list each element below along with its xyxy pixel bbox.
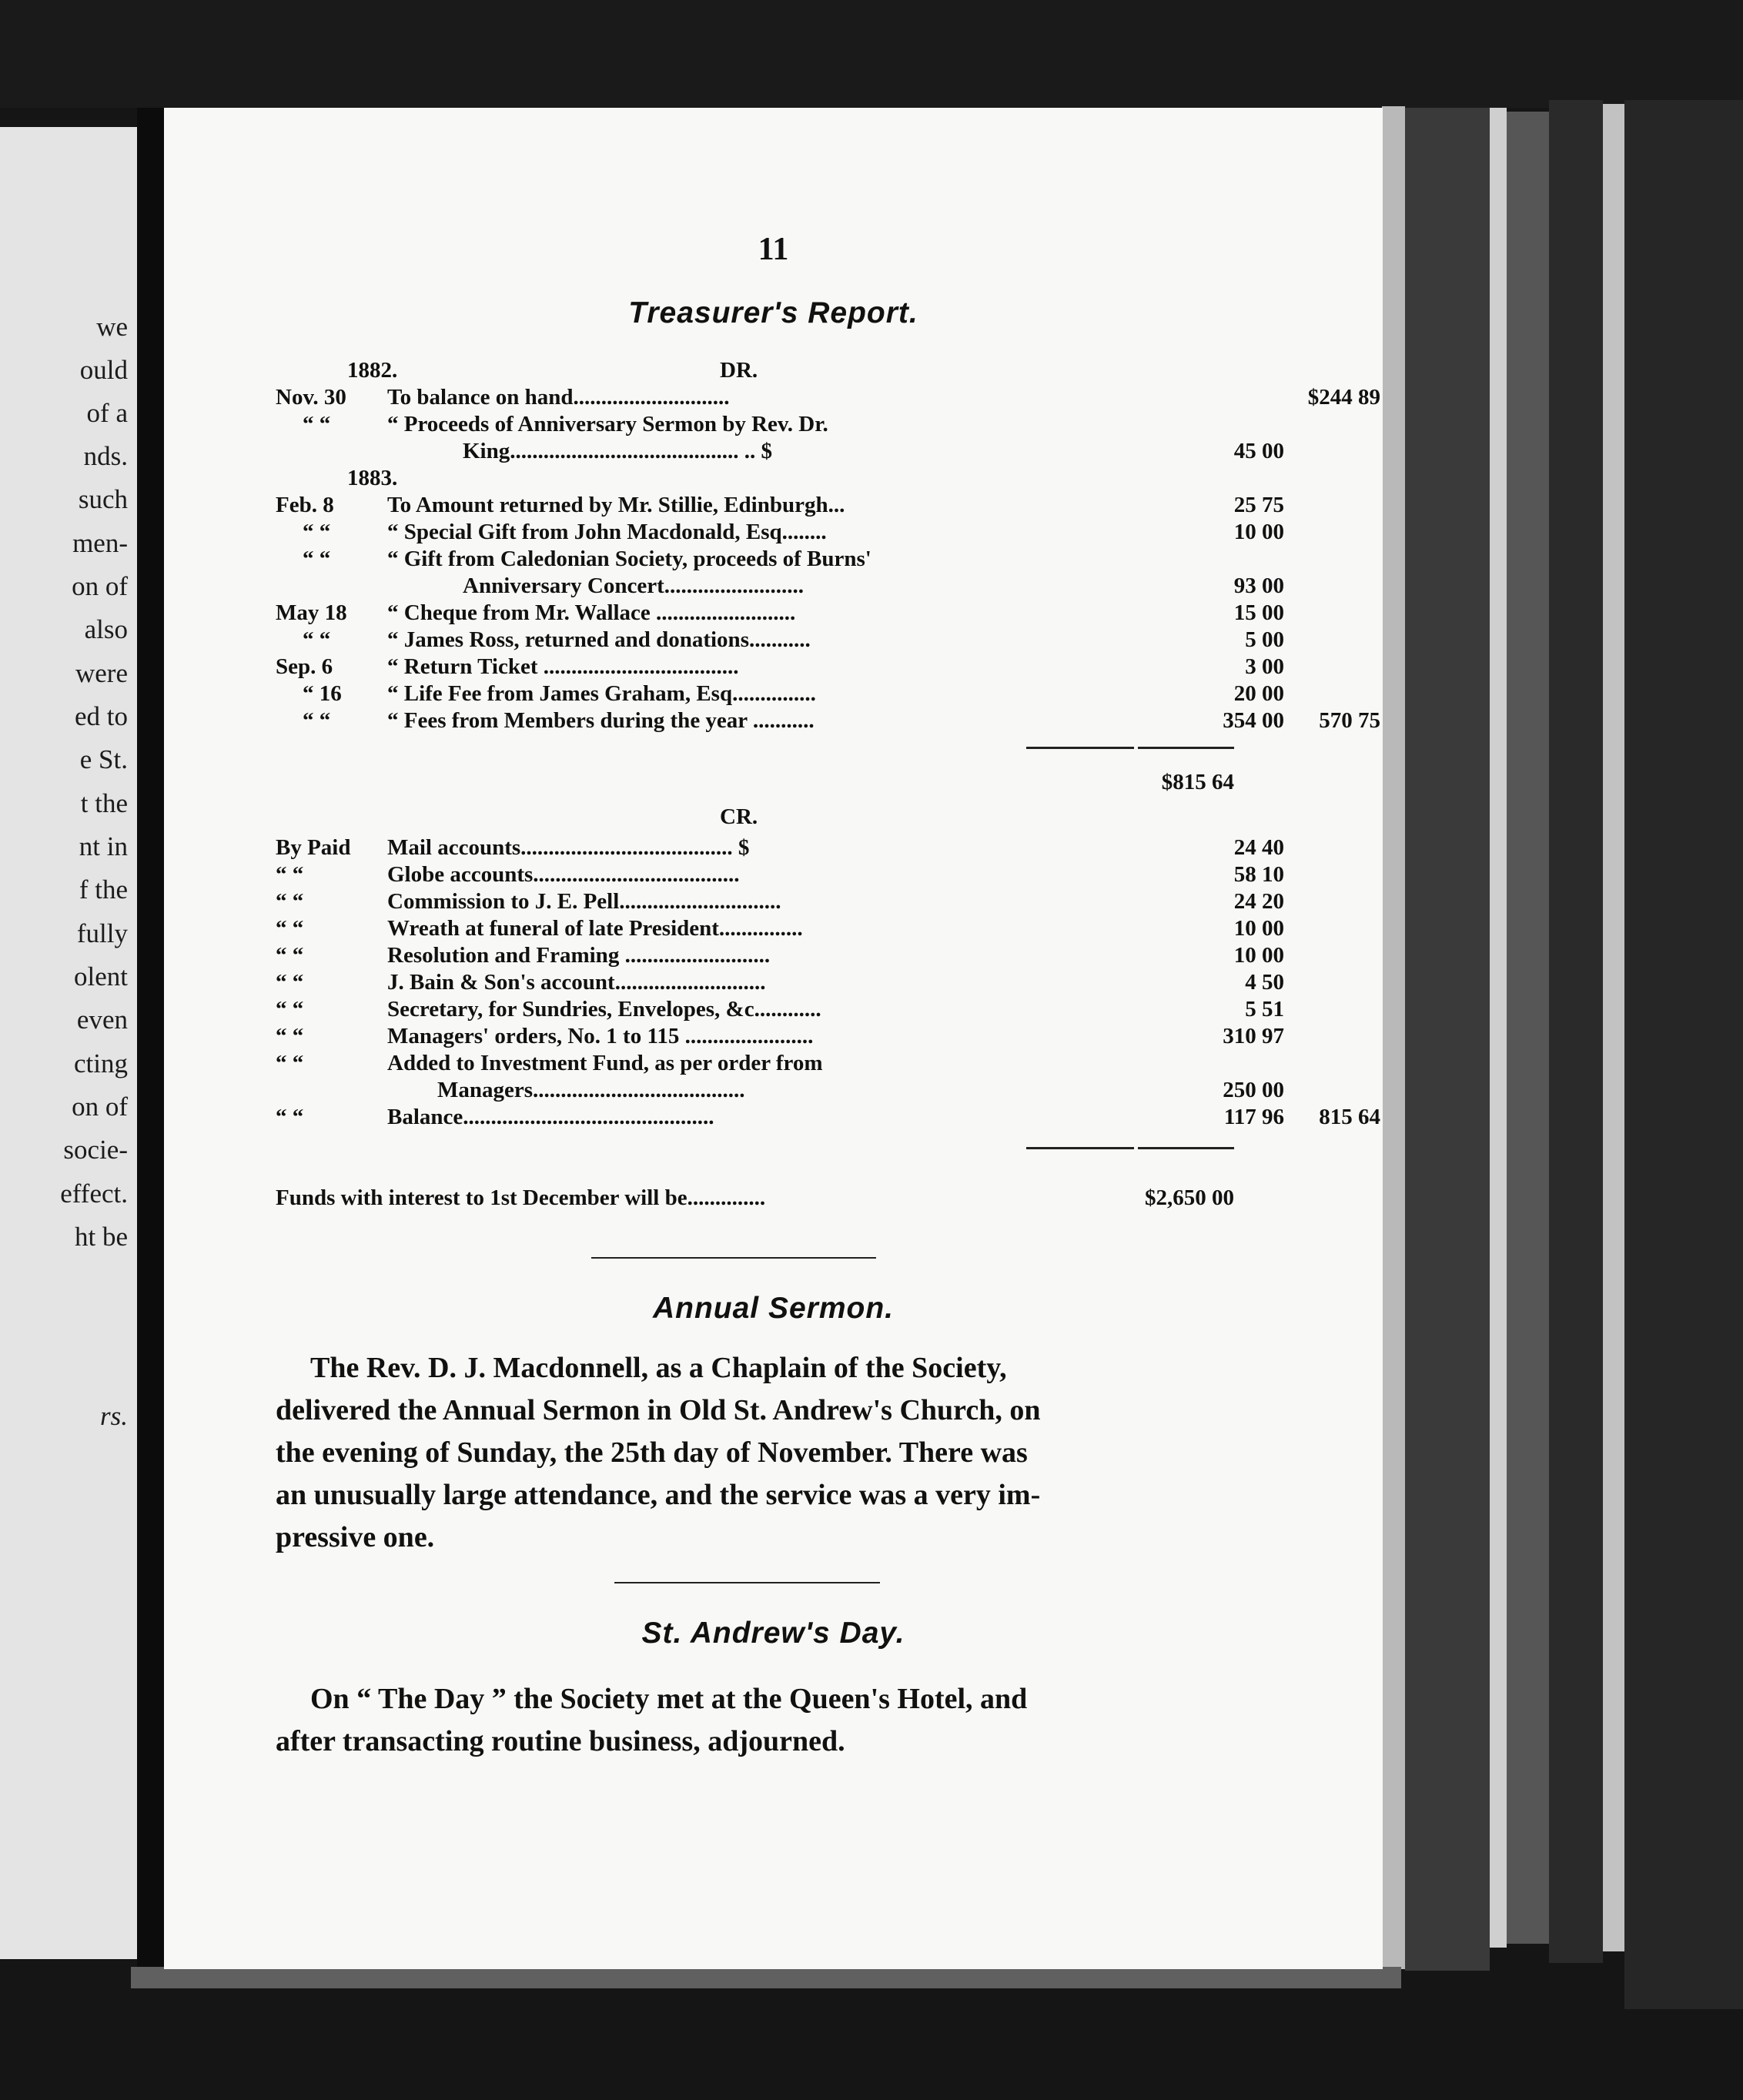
ledger-row: [164, 520, 1383, 547]
ledger-row: [164, 654, 1383, 682]
entry-amount: 4 50: [1245, 970, 1284, 995]
entry-description: J. Bain & Son's account...........................: [387, 970, 766, 995]
ledger-row: [164, 1105, 1383, 1132]
entry-amount: 24 40: [1233, 835, 1284, 860]
entry-amount: 117 96: [1223, 1105, 1284, 1129]
debit-label: DR.: [720, 358, 758, 383]
ledger-row: [164, 1051, 1383, 1078]
entry-date: “ “: [303, 547, 331, 571]
entry-date: “ 16: [303, 681, 342, 706]
entry-amount: 310 97: [1223, 1024, 1284, 1048]
ledger-row: [164, 862, 1383, 890]
st-andrews-day-heading: St. Andrew's Day.: [641, 1617, 905, 1650]
entry-date: Sep. 6: [276, 654, 333, 679]
entry-description: Resolution and Framing ..........................: [387, 943, 771, 968]
left-text-fragment: t the: [80, 788, 128, 818]
left-text-fragment: even: [76, 1005, 128, 1035]
left-text-fragment: on of: [72, 1092, 128, 1122]
funds-amount: $2,650 00: [1145, 1185, 1234, 1210]
paragraph-line: after transacting routine business, adjourned.: [276, 1725, 845, 1757]
entry-description: Managers' orders, No. 1 to 115 .......................: [387, 1024, 814, 1048]
entry-date: “ “: [276, 1105, 304, 1129]
entry-amount: 250 00: [1223, 1078, 1284, 1102]
ledger-row: [164, 412, 1383, 440]
entry-description: Commission to J. E. Pell.............................: [387, 889, 781, 914]
left-text-fragment: ht be: [74, 1222, 128, 1252]
left-text-fragment: nt in: [79, 831, 128, 861]
entry-date: “ “: [276, 943, 304, 968]
entry-description: “ Gift from Caledonian Society, proceeds of Burns': [387, 547, 872, 571]
left-text-fragment: olent: [74, 961, 128, 991]
entry-description: Globe accounts.....................................: [387, 862, 740, 887]
entry-description: “ Cheque from Mr. Wallace .........................: [387, 600, 796, 625]
ledger-row: [164, 889, 1383, 917]
page-content: [164, 108, 1383, 1969]
paragraph-line: On “ The Day ” the Society met at the Queen's Hotel, and: [310, 1683, 1028, 1715]
left-text-fragment: of a: [86, 398, 128, 428]
left-text-fragment: socie-: [63, 1135, 128, 1165]
entry-description: Balance.............................................: [387, 1105, 714, 1129]
background-top: [0, 0, 1743, 108]
entry-description: Anniversary Concert.........................: [463, 573, 805, 598]
entry-amount: 354 00: [1223, 708, 1284, 733]
entry-amount: 5 51: [1245, 997, 1284, 1022]
entry-description: “ Special Gift from John Macdonald, Esq........: [387, 520, 827, 544]
entry-total: $244 89: [1307, 385, 1380, 410]
funds-statement: Funds with interest to 1st December will be..............: [276, 1185, 766, 1210]
annual-sermon-paragraph: [276, 1347, 1373, 1559]
entry-description: Wreath at funeral of late President...............: [387, 916, 803, 941]
entry-amount: 25 75: [1233, 493, 1284, 517]
entry-amount: 5 00: [1245, 627, 1284, 652]
page-edges: [1603, 104, 1624, 1951]
entry-amount: 10 00: [1233, 916, 1284, 941]
entry-date: Nov. 30: [276, 385, 346, 410]
entry-description: To balance on hand............................: [387, 385, 730, 410]
ledger-row: [164, 681, 1383, 709]
entry-amount: 15 00: [1233, 600, 1284, 625]
page-bottom-edge: [131, 1967, 1401, 1988]
ledger-row: [164, 547, 1383, 574]
paragraph-line: The Rev. D. J. Macdonnell, as a Chaplain of the Society,: [310, 1352, 1007, 1384]
entry-amount: 10 00: [1233, 943, 1284, 968]
entry-total: 570 75: [1319, 708, 1380, 733]
section-divider: [591, 1257, 876, 1259]
ledger-row: [164, 708, 1383, 736]
left-text-fragment: also: [84, 614, 128, 644]
left-text-fragment: cting: [74, 1048, 128, 1078]
entry-description: “ Proceeds of Anniversary Sermon by Rev. Dr.: [387, 412, 828, 436]
left-text-fragment: rs.: [100, 1401, 128, 1431]
entry-date: “ “: [303, 412, 331, 436]
entry-date: “ “: [276, 916, 304, 941]
entry-description: Managers......................................: [437, 1078, 745, 1102]
left-text-fragment: ould: [79, 355, 128, 385]
section-divider: [614, 1582, 880, 1583]
entry-date: “ “: [303, 708, 331, 733]
book-cover-edge: [1405, 108, 1490, 1971]
entry-total: 815 64: [1319, 1105, 1380, 1129]
entry-amount: 45 00: [1233, 439, 1284, 463]
paragraph-line: pressive one.: [276, 1521, 435, 1553]
entry-description: Mail accounts...................................... $: [387, 835, 750, 860]
sum-rule: [1138, 1147, 1234, 1149]
paragraph-line: an unusually large attendance, and the service was a very im-: [276, 1479, 1041, 1511]
ledger-row: [164, 916, 1383, 944]
ledger-row: [164, 627, 1383, 655]
left-text-fragment: we: [96, 312, 128, 342]
entry-description: “ James Ross, returned and donations...........: [387, 627, 811, 652]
entry-amount: 58 10: [1233, 862, 1284, 887]
entry-date: May 18: [276, 600, 347, 625]
ledger-row: [164, 493, 1383, 520]
left-facing-page: [0, 127, 137, 1959]
ledger-row: [164, 466, 1383, 493]
entry-date: “ “: [276, 889, 304, 914]
entry-description: King......................................... .. $: [463, 439, 772, 463]
book-cover-edge: [1507, 112, 1549, 1944]
treasurers-report-heading: Treasurer's Report.: [628, 296, 918, 329]
page-number: 11: [758, 232, 789, 267]
entry-date: “ “: [276, 862, 304, 887]
ledger-row: [164, 1078, 1383, 1105]
left-text-fragment: fully: [76, 918, 128, 948]
ledger-row: [164, 385, 1383, 413]
credit-label: CR.: [720, 804, 758, 829]
ledger-row: [164, 997, 1383, 1025]
left-text-fragment: such: [78, 484, 128, 514]
ledger-row: [164, 600, 1383, 628]
book-cover-edge: [1624, 100, 1743, 2009]
sum-rule: [1026, 1147, 1134, 1149]
entry-date: “ “: [303, 627, 331, 652]
entry-description: “ Fees from Members during the year ...........: [387, 708, 815, 733]
entry-description: Added to Investment Fund, as per order from: [387, 1051, 823, 1075]
left-text-fragment: e St.: [79, 744, 128, 774]
document-page: [164, 108, 1383, 1969]
entry-description: “ Life Fee from James Graham, Esq...............: [387, 681, 816, 706]
left-text-fragment: men-: [72, 528, 128, 558]
entry-date: By Paid: [276, 835, 351, 860]
year-label: 1882.: [347, 358, 398, 383]
left-text-fragment: were: [75, 658, 128, 688]
ledger-row: [164, 439, 1383, 466]
entry-date: “ “: [303, 520, 331, 544]
ledger-row: [164, 573, 1383, 601]
left-text-fragment: nds.: [83, 441, 128, 471]
sum-rule: [1138, 747, 1234, 749]
book-cover-edge: [1549, 100, 1603, 1963]
ledger-row: [164, 970, 1383, 998]
entry-date: “ “: [276, 997, 304, 1022]
page-edges: [1490, 108, 1507, 1948]
entry-amount: 3 00: [1245, 654, 1284, 679]
entry-date: 1883.: [347, 466, 398, 490]
left-text-fragment: ed to: [74, 701, 128, 731]
paragraph-line: the evening of Sunday, the 25th day of November. There was: [276, 1436, 1028, 1469]
entry-date: Feb. 8: [276, 493, 334, 517]
ledger-row: [164, 943, 1383, 971]
ledger-row: [164, 835, 1383, 863]
entry-amount: 10 00: [1233, 520, 1284, 544]
debit-total: $815 64: [1161, 770, 1234, 794]
entry-amount: 93 00: [1233, 573, 1284, 598]
left-text-fragment: f the: [79, 874, 128, 905]
paragraph-line: delivered the Annual Sermon in Old St. Andrew's Church, on: [276, 1394, 1041, 1426]
book-gutter: [137, 108, 164, 1971]
entry-description: To Amount returned by Mr. Stillie, Edinburgh...: [387, 493, 845, 517]
left-text-fragment: on of: [72, 571, 128, 601]
entry-date: “ “: [276, 1051, 304, 1075]
entry-amount: 24 20: [1233, 889, 1284, 914]
ledger-row: [164, 1024, 1383, 1052]
annual-sermon-heading: Annual Sermon.: [652, 1292, 895, 1325]
entry-date: “ “: [276, 1024, 304, 1048]
sum-rule: [1026, 747, 1134, 749]
entry-description: Secretary, for Sundries, Envelopes, &c............: [387, 997, 821, 1022]
left-text-fragment: effect.: [60, 1179, 128, 1209]
entry-amount: 20 00: [1233, 681, 1284, 706]
page-edges: [1382, 106, 1405, 1969]
entry-description: “ Return Ticket ...................................: [387, 654, 739, 679]
entry-date: “ “: [276, 970, 304, 995]
st-andrews-day-paragraph: [276, 1678, 1373, 1763]
